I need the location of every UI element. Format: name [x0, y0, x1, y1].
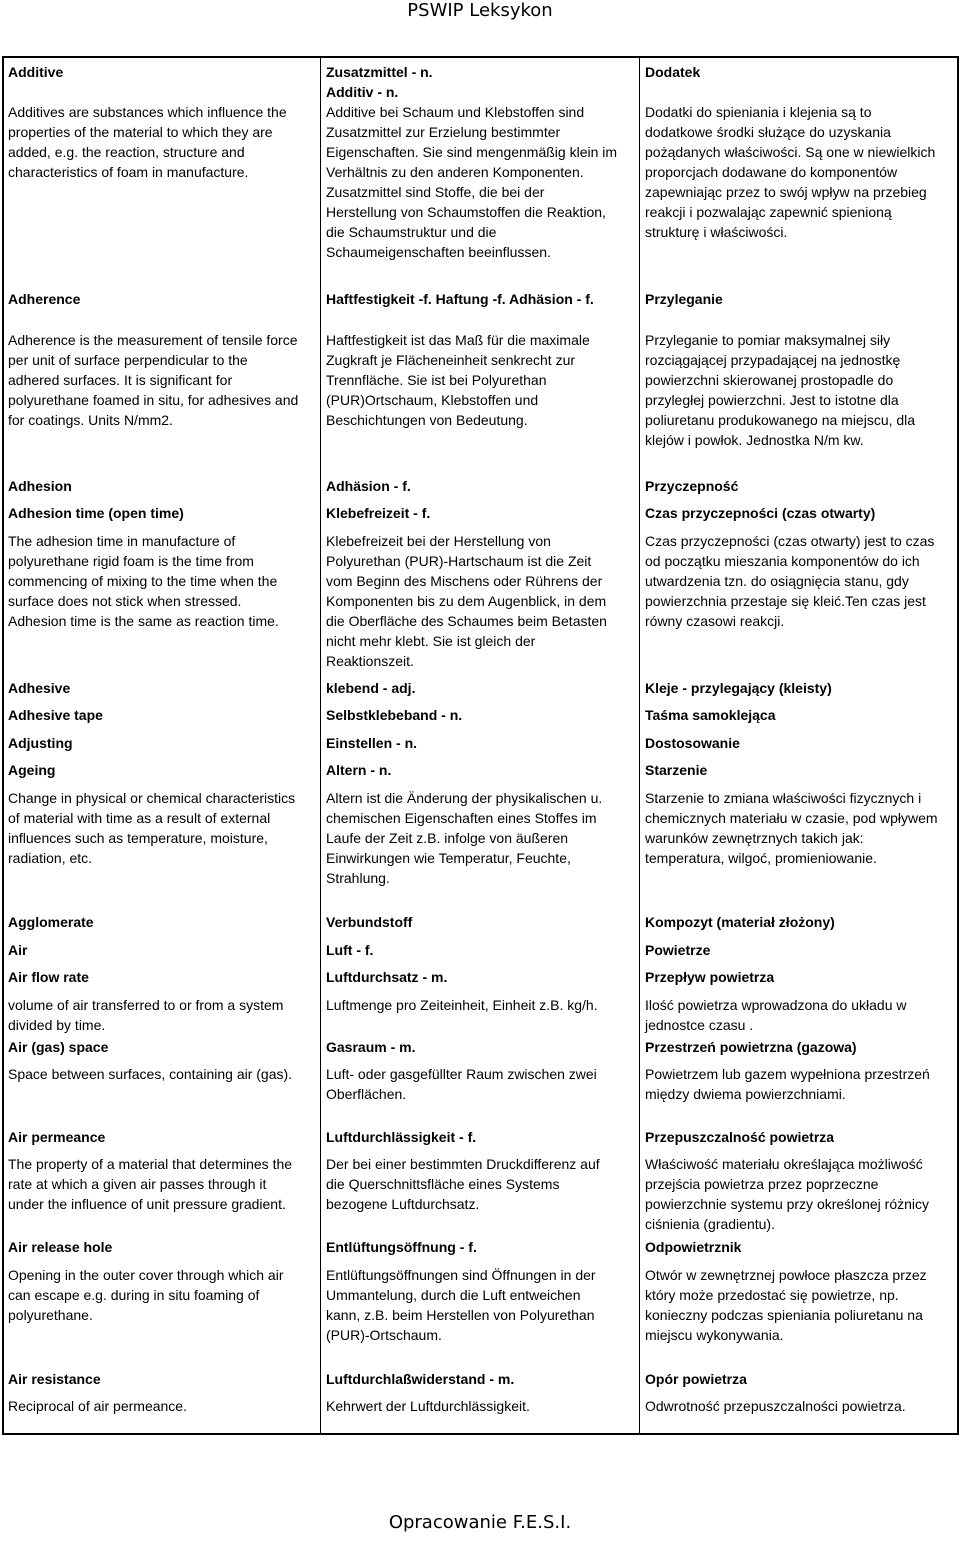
polish-cell: Ilość powietrza wprowadzona do układu w jednostce czasu . [645, 997, 907, 1033]
english-cell: Opening in the outer cover through which air can escape e.g. during in situ foaming of polyurethane. [8, 1267, 284, 1323]
english-cell: Adhesion time (open time) [8, 505, 184, 521]
polish-cell: Przepuszczalność powietrza [645, 1129, 835, 1145]
page-header: PSWIP Leksykon [407, 0, 553, 21]
english-cell: Adherence [8, 291, 81, 307]
polish-cell: Dodatki do spieniania i klejenia są to dodatkowe środki służące do uzyskania pożądanych właściwości. Są one w niewielkich proporcjach dodawane do komponentów zapewniając przez to swój wpływ na przebieg reakcji i pozwalając zapewnić spienioną strukturę i właściwości. [645, 104, 936, 240]
page-footer: Opracowanie F.E.S.I. [388, 1512, 572, 1533]
english-cell: Agglomerate [8, 914, 94, 930]
polish-cell: Otwór w zewnętrznej powłoce płaszcza przez który może przedostać się powietrze, np. konieczny podczas spieniania poliuretanu na miejscu wykonywania. [645, 1267, 927, 1343]
english-cell: Change in physical or chemical characteristics of material with time as a result of external influences such as temperature, moisture, radiation, etc. [8, 790, 296, 866]
english-cell: Air resistance [8, 1371, 101, 1387]
polish-cell: Przepływ powietrza [645, 969, 775, 985]
polish-cell: Odpowietrznik [645, 1239, 742, 1255]
english-cell: Air [8, 942, 28, 958]
german-cell: Gasraum - m. [326, 1039, 416, 1055]
english-cell: The adhesion time in manufacture of polyurethane rigid foam is the time from commencing of mixing to the time when the surface does not stick when stressed. Adhesion time is the same as reaction time. [8, 533, 279, 629]
polish-cell: Właściwość materiału określająca możliwość przejścia powietrza przez poprzeczne powierzchnie systemu przy określonej różnicy ciśnienia (gradientu). [645, 1156, 929, 1232]
english-cell: Adhesive tape [8, 707, 103, 723]
german-cell: Luft - f. [326, 942, 374, 958]
english-cell: The property of a material that determines the rate at which a given air passes through it under the influence of unit pressure gradient. [8, 1156, 293, 1212]
english-cell: Air flow rate [8, 969, 89, 985]
german-cell: Luftdurchlässigkeit - f. [326, 1129, 477, 1145]
german-cell: Luftdurchsatz - m. [326, 969, 448, 985]
english-cell: Additive [8, 64, 64, 80]
german-cell: Additive bei Schaum und Klebstoffen sind Zusatzmittel zur Erzielung bestimmter Eigenschaften. Sie sind mengenmäßig klein im Verhältnis zu den anderen Komponenten. Zusatzmittel sind Stoffe, die bei der Herstellung von Schaumstoffen die Reaktion, die Schaumstruktur und die Schaumeigenschaften beeinflussen. [326, 104, 618, 260]
english-cell: Adhesive [8, 680, 71, 696]
polish-cell: Przyleganie [645, 291, 723, 307]
english-cell: Adherence is the measurement of tensile force per unit of surface perpendicular to the adhered surfaces. It is significant for polyurethane foamed in situ, for adhesives and for coatings. Units N/mm2. [8, 332, 299, 428]
german-cell: Luftmenge pro Zeiteinheit, Einheit z.B. kg/h. [326, 997, 598, 1013]
polish-cell: Powietrze [645, 942, 711, 958]
polish-cell: Starzenie to zmiana właściwości fizycznych i chemicznych materiału w czasie, pod wpływem warunków zewnętrznych takich jak: temperatura, wilgoć, promieniowanie. [645, 790, 938, 866]
english-cell: Reciprocal of air permeance. [8, 1398, 187, 1414]
german-cell: Der bei einer bestimmten Druckdifferenz auf die Querschnittsfläche eines Systems bezogene Luftdurchsatz. [326, 1156, 600, 1212]
german-cell: Klebefreizeit bei der Herstellung von Polyurethan (PUR)-Hartschaum ist die Zeit vom Beginn des Mischens oder Rührens der Komponenten bis zu dem Augenblick, in dem die Oberfläche des Schaumes beim Betasten nicht mehr klebt. Sie ist gleich der Reaktionszeit. [326, 533, 607, 669]
german-cell: Luftdurchlaßwiderstand - m. [326, 1371, 515, 1387]
english-cell: Air (gas) space [8, 1039, 109, 1055]
german-cell: Entlüftungsöffnung - f. [326, 1239, 477, 1255]
german-cell: Haftfestigkeit -f. Haftung -f. Adhäsion - f. [326, 291, 594, 307]
polish-cell: Przestrzeń powietrzna (gazowa) [645, 1039, 857, 1055]
german-cell: Altern ist die Änderung der physikalischen u. chemischen Eigenschaften eines Stoffes im Laufe der Zeit z.B. infolge von äußeren Einwirkungen wie Temperatur, Feuchte, Strahlung. [326, 790, 603, 886]
polish-cell: Czas przyczepności (czas otwarty) jest to czas od początku mieszania komponentów do ich utwardzenia tzn. do osiągnięcia stanu, gdy powierzchnia przestaje się kleić.Ten czas jest równy czasowi reakcji. [645, 533, 935, 629]
german-cell: Altern - n. [326, 762, 392, 778]
german-cell: klebend - adj. [326, 680, 416, 696]
polish-cell: Przyleganie to pomiar maksymalnej siły rozciągającej przypadającej na jednostkę powierzchni skierowanej prostopadle do przyległej powierzchni. Jest to istotne dla poliuretanu produkowanego na miejscu, dla klejów i powłok. Jednostka N/m kw. [645, 332, 916, 448]
german-cell: Adhäsion - f. [326, 478, 411, 494]
english-cell: Air permeance [8, 1129, 106, 1145]
polish-cell: Taśma samoklejąca [645, 707, 776, 723]
polish-cell: Dodatek [645, 64, 701, 80]
german-cell: Zusatzmittel - n. Additiv - n. [326, 64, 433, 100]
english-cell: Additives are substances which influence the properties of the material to which they are added, e.g. the reaction, structure and characteristics of foam in manufacture. [8, 104, 287, 180]
german-cell: Einstellen - n. [326, 735, 418, 751]
polish-cell: Starzenie [645, 762, 708, 778]
polish-cell: Kleje - przylegający (kleisty) [645, 680, 832, 696]
english-cell: volume of air transferred to or from a system divided by time. [8, 997, 284, 1033]
glossary-table [2, 56, 959, 1435]
english-cell: Space between surfaces, containing air (gas). [8, 1066, 293, 1082]
polish-cell: Czas przyczepności (czas otwarty) [645, 505, 876, 521]
german-cell: Klebefreizeit - f. [326, 505, 431, 521]
german-cell: Entlüftungsöffnungen sind Öffnungen in der Ummantelung, durch die Luft entweichen kann, z.B. beim Herstellen von Polyurethan (PUR)-Ortschaum. [326, 1267, 596, 1343]
german-cell: Verbundstoff [326, 914, 413, 930]
english-cell: Ageing [8, 762, 56, 778]
polish-cell: Powietrzem lub gazem wypełniona przestrzeń między dwiema powierzchniami. [645, 1066, 930, 1102]
polish-cell: Przyczepność [645, 478, 739, 494]
german-cell: Haftfestigkeit ist das Maß für die maximale Zugkraft je Flächeneinheit senkrecht zur Trennfläche. Sie ist bei Polyurethan (PUR)Ortschaum, Klebstoffen und Beschichtungen von Bedeutung. [326, 332, 590, 428]
german-cell: Selbstklebeband - n. [326, 707, 463, 723]
english-cell: Adhesion [8, 478, 72, 494]
polish-cell: Kompozyt (materiał złożony) [645, 914, 835, 930]
german-cell: Kehrwert der Luftdurchlässigkeit. [326, 1398, 530, 1414]
polish-cell: Odwrotność przepuszczalności powietrza. [645, 1398, 906, 1414]
english-cell: Adjusting [8, 735, 73, 751]
polish-cell: Dostosowanie [645, 735, 740, 751]
english-cell: Air release hole [8, 1239, 113, 1255]
polish-cell: Opór powietrza [645, 1371, 747, 1387]
german-cell: Luft- oder gasgefüllter Raum zwischen zwei Oberflächen. [326, 1066, 597, 1102]
